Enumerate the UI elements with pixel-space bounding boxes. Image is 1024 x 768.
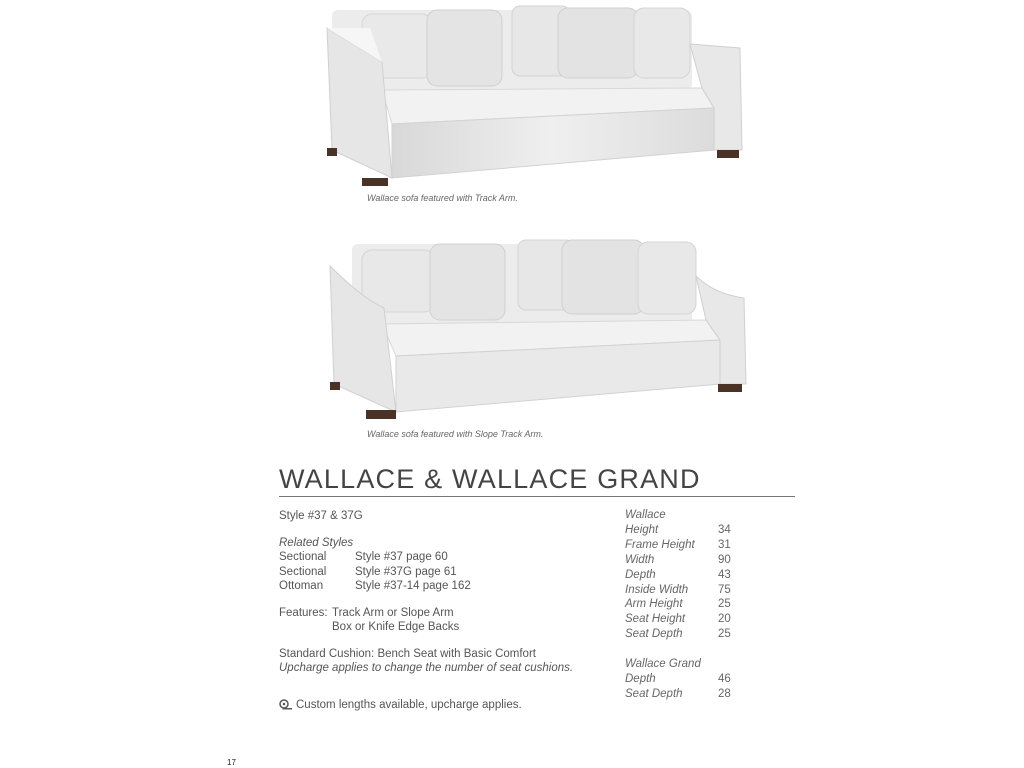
spec-value: 46: [718, 673, 731, 686]
sofa-slope-arm-image: [322, 236, 750, 422]
spec-name: Seat Depth: [625, 687, 683, 700]
dimensions-table: [625, 508, 731, 702]
spec-value: 43: [718, 568, 731, 581]
spec-row: [625, 612, 731, 627]
spec-name: Height: [625, 523, 659, 536]
cushion-info: [279, 647, 573, 676]
features-line-1: Track Arm or Slope Arm: [332, 606, 454, 619]
spec-name: Depth: [625, 673, 656, 686]
cushion-line-2: Upcharge applies to change the number of seat cushions.: [279, 662, 574, 674]
spec-row: [625, 672, 731, 687]
spec-value: 34: [718, 523, 731, 536]
features-label: Features:: [279, 606, 328, 619]
spec-value: 90: [718, 553, 731, 566]
spec-name: Arm Height: [625, 598, 683, 611]
spec-value: 28: [718, 687, 731, 700]
wallace-grand-heading: Wallace Grand: [625, 658, 701, 671]
spec-name: Inside Width: [625, 583, 689, 596]
spec-value: 25: [718, 598, 731, 611]
sofa-track-arm-caption: Wallace sofa featured with Track Arm.: [367, 193, 518, 203]
spec-row: [625, 523, 731, 538]
custom-length-note: [279, 698, 522, 713]
spec-row: [625, 553, 731, 568]
related-style-type: Sectional: [279, 565, 327, 578]
related-style-ref: Style #37 page 60: [355, 551, 448, 563]
related-style-type: Sectional: [279, 551, 327, 563]
product-title: WALLACE & WALLACE GRAND: [279, 463, 795, 497]
product-details: [279, 509, 573, 715]
spec-value: 75: [718, 583, 731, 596]
spec-value: 20: [718, 613, 731, 626]
related-style-row: [279, 579, 573, 594]
features-line-2: Box or Knife Edge Backs: [332, 621, 460, 633]
features: [279, 606, 573, 635]
related-style-row: [279, 565, 573, 580]
sofa-slope-arm-caption: Wallace sofa featured with Slope Track Arm.: [367, 429, 544, 439]
sofa-track-arm-image: [322, 0, 746, 192]
spec-name: Depth: [625, 568, 656, 581]
spec-row: [625, 568, 731, 583]
spec-row: [625, 538, 731, 553]
related-styles-heading: Related Styles: [279, 536, 354, 549]
related-style-row: [279, 550, 573, 565]
spec-value: 25: [718, 628, 731, 641]
style-line: Style #37 & 37G: [279, 510, 363, 522]
related-style-ref: Style #37-14 page 162: [355, 580, 471, 592]
spec-name: Frame Height: [625, 538, 695, 551]
spec-name: Width: [625, 553, 655, 566]
page-number: 17: [227, 758, 236, 767]
spec-row: [625, 597, 731, 612]
related-style-ref: Style #37G page 61: [355, 565, 457, 578]
cushion-line-1: Standard Cushion: Bench Seat with Basic Comfort: [279, 647, 536, 660]
custom-length-text: Custom lengths available, upcharge applies.: [296, 698, 522, 711]
related-styles: [279, 536, 573, 594]
spec-row: [625, 687, 731, 702]
spec-row: [625, 583, 731, 598]
related-style-type: Ottoman: [279, 580, 324, 592]
spec-value: 31: [718, 538, 731, 551]
spec-name: Seat Depth: [625, 628, 683, 641]
spec-row: [625, 627, 731, 642]
tape-measure-icon: [279, 699, 293, 710]
spec-name: Seat Height: [625, 613, 686, 626]
wallace-heading: Wallace: [625, 509, 666, 521]
